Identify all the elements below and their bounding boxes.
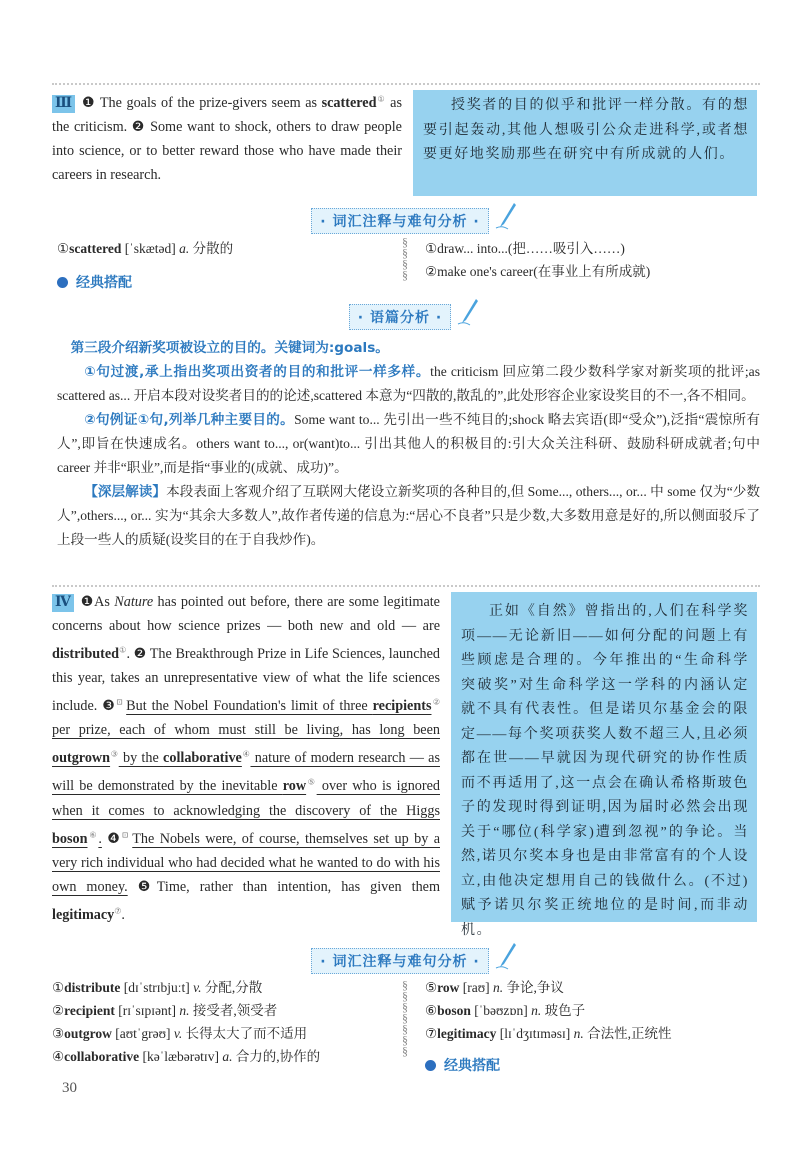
text-segment: nature of modern research — as will be demonstrated by the inevitable (52, 750, 440, 795)
text-segment: [raʊ] (459, 980, 493, 995)
analysis-paragraph (57, 360, 760, 408)
paragraph-marker: Ⅲ (52, 95, 75, 113)
page-number: 30 (62, 1080, 77, 1096)
text-segment: ③ (52, 1026, 65, 1041)
vocab-1-right (425, 237, 755, 283)
vocab-item (52, 976, 392, 999)
text-segment: per prize, each of whom must still be living, has long been (52, 722, 440, 739)
keyword: row (437, 980, 460, 995)
text-segment: Some want to shock, others to draw people into science, or to better reward those who have made their careers in research. (52, 118, 402, 184)
section-3-text (52, 95, 402, 184)
phrases-heading (425, 1055, 760, 1078)
text-segment: by the (118, 750, 164, 767)
text-segment: The goals of the prize-givers seem as (95, 94, 322, 111)
text-segment: n. (179, 1003, 190, 1018)
text-segment: [kəˈlæbərətɪv] (139, 1049, 223, 1064)
sentence-number: ❷ (133, 646, 147, 663)
footnote-marker: ④ (241, 749, 251, 759)
text-segment: 第三段介绍新奖项被设立的目的。关键词为:goals。 (70, 340, 389, 356)
footnote-marker: ⑥ (87, 829, 99, 839)
footnote-marker: ⑤ (306, 777, 317, 787)
divider (52, 83, 760, 85)
pen-icon (494, 941, 518, 971)
text-segment: 合法性,正统性 (583, 1026, 672, 1041)
text-segment: [lɪˈdʒɪtɪməsɪ] (496, 1026, 574, 1041)
text-segment: [rɪˈsɪpɪənt] (114, 1003, 180, 1018)
vocab-item (52, 999, 392, 1022)
text-segment: Time, rather than intention, has given them (156, 878, 441, 895)
text-segment: a. (179, 241, 190, 256)
bullet-icon (57, 277, 68, 288)
bullet-icon (425, 1060, 436, 1071)
section-4-translation-box (451, 592, 757, 938)
analysis-paragraph (57, 408, 760, 480)
text-segment: ① (57, 241, 70, 256)
sentence-number: ❶ (81, 94, 96, 111)
phrases-label: 经典搭配 (76, 275, 132, 291)
text-segment: ② (52, 1003, 65, 1018)
footnote-marker: ① (376, 94, 386, 103)
vocab-heading-2 (0, 948, 800, 974)
keyword: distribute (64, 980, 121, 995)
text-segment: over who is ignored when it comes to acknowledging the discovery of the Higgs (52, 778, 440, 819)
analysis-deep-reading (57, 480, 760, 552)
keyword: outgrow (64, 1026, 112, 1041)
analysis-heading (0, 304, 800, 330)
analysis-summary (57, 336, 760, 360)
vocab-2-right (425, 976, 760, 1078)
text-segment: The Nobels were, of course, themselves set up by a very rich individual who had decided what he wanted to do with his own money. (52, 830, 440, 895)
text-segment: v. (193, 980, 202, 995)
section-4-english (52, 590, 440, 927)
phrase-item: ①draw... into...(把……吸引入……) (425, 241, 625, 256)
vocab-list (425, 976, 760, 1045)
paragraph-marker: Ⅳ (52, 594, 74, 612)
text-segment: 长得太大了而不适用 (182, 1026, 308, 1041)
divider (52, 585, 760, 587)
text-segment: As (94, 594, 115, 610)
sentence-number: ❺ (137, 878, 157, 895)
text-segment: . (98, 830, 102, 847)
keyword: collaborative (64, 1049, 140, 1064)
section-3-english (52, 87, 402, 188)
footnote-marker: ③ (110, 749, 119, 759)
text-segment: 合力的,协作的 (232, 1049, 321, 1064)
text-segment: n. (531, 1003, 542, 1018)
text-segment: 分配,分散 (201, 980, 263, 995)
text-segment: ①句过渡,承上指出奖项出资者的目的和批评一样多样。 (84, 364, 431, 380)
keyword: legitimacy (52, 906, 115, 923)
footnote-marker: ⊡ (116, 697, 127, 707)
sentence-number: ❶ (79, 594, 95, 610)
sentence-number: ❷ (131, 118, 146, 135)
vocab-item (425, 1022, 760, 1045)
footnote-marker: ⊡ (121, 829, 133, 839)
text-segment: ④ (52, 1049, 65, 1064)
vocab-heading-text: · 词汇注释与难句分析 · (320, 954, 480, 970)
keyword: scattered (69, 241, 122, 256)
keyword: boson (52, 830, 88, 847)
analysis-heading-text: · 语篇分析 · (357, 310, 443, 326)
text-segment (128, 879, 138, 895)
vocab-1-left (57, 237, 387, 295)
keyword: distributed (52, 646, 120, 663)
text-segment: . (126, 646, 134, 663)
vocab-item (425, 999, 760, 1022)
text-segment: 争论,争议 (503, 980, 564, 995)
phrases-label: 经典搭配 (444, 1058, 500, 1074)
vocab-list (57, 237, 387, 260)
keyword: row (282, 778, 307, 795)
text-segment: . (121, 906, 125, 923)
text-segment: But the Nobel Foundation's limit of three (126, 698, 373, 715)
text-segment: 【深层解读】 (84, 484, 167, 500)
squiggle-divider: § § § § (402, 235, 408, 282)
text-segment: ⑦ (425, 1026, 438, 1041)
text-segment: [ˈskætəd] (121, 241, 180, 256)
phrase-item: ②make one's career(在事业上有所成就) (425, 264, 651, 279)
keyword: collaborative (163, 750, 242, 767)
vocab-item (425, 976, 760, 999)
footnote-marker: ① (119, 645, 127, 655)
analysis-body (57, 336, 760, 552)
pen-icon (456, 297, 480, 327)
vocab-item (52, 1045, 392, 1068)
footnote-marker: ⑦ (114, 906, 122, 916)
keyword: boson (437, 1003, 471, 1018)
text-segment: 接受者,领受者 (189, 1003, 278, 1018)
text-segment: ⑥ (425, 1003, 438, 1018)
text-segment: The Breakthrough Prize in Life Sciences, launched this year, takes an unrepresentative view of what the life sciences include. (52, 646, 440, 715)
text-segment: a. (222, 1049, 233, 1064)
text-segment: the criticism 回应第二段少数科学家对新奖项的批评;as scattered as... 开启本段对设奖者目的的论述,scattered 本意为“四散的,散乱的”,此处形容企业家设奖目的不一,各不相同。 (57, 364, 760, 403)
vocab-2-left (52, 976, 392, 1068)
vocab-heading-1 (0, 208, 800, 234)
text-segment: n. (573, 1026, 584, 1041)
keyword: outgrown (52, 750, 111, 767)
phrases-heading (57, 272, 387, 295)
section-4-text (52, 594, 440, 923)
text-segment: 玻色子 (541, 1003, 586, 1018)
text-segment: ②句例证①句,列举几种主要目的。 (84, 412, 295, 428)
section-3-translation-box (413, 90, 757, 196)
text-segment: ① (52, 980, 65, 995)
keyword: recipients (372, 698, 432, 715)
section-4-translation: 正如《自然》曾指出的,人们在科学奖项——无论新旧——如何分配的问题上有些顾虑是合理的。今年推出的“生命科学突破奖”对生命科学这一学科的内涵认定就不具有代表性。但是诺贝尔基金会的限定——每个奖项获奖人数不超三人,且必须都在世——早就因为现代研究的协作性质而不再适用了,这一点会在确认希格斯玻色子的发现时得到证明,因为届时必然会出现关于“哪位(科学家)遭到忽视”的争论。当然,诺贝尔奖本身也是由非常富有的个人设立,由他决定想用自己的钱做什么。(不过)赋予诺贝尔奖正统地位的是时间,而非动机。 (461, 604, 749, 938)
keyword: scattered (321, 94, 377, 111)
text-segment: n. (493, 980, 504, 995)
pen-icon (494, 201, 518, 231)
text-segment: has pointed out before, there are some legitimate concerns about how science prizes — both new and old — are (52, 594, 440, 635)
keyword: recipient (64, 1003, 115, 1018)
text-segment: Nature (114, 594, 154, 610)
sentence-number: ❹ (107, 830, 122, 847)
text-segment: [dɪˈstrɪbjuːt] (120, 980, 194, 995)
vocab-item (57, 237, 387, 260)
vocab-list (52, 976, 392, 1068)
sentence-number: ❸ (102, 698, 117, 715)
text-segment: v. (173, 1026, 183, 1041)
footnote-marker: ② (431, 697, 441, 707)
text-segment: as the criticism. (52, 94, 403, 135)
section-3-translation: 授奖者的目的似乎和批评一样分散。有的想要引起轰动,其他人想吸引公众走进科学,或者想要更好地奖励那些在研究中有所成就的人们。 (423, 98, 749, 162)
text-segment: 分散的 (189, 241, 234, 256)
text-segment: ⑤ (425, 980, 438, 995)
text-segment: [aʊtˈgrəʊ] (111, 1026, 174, 1041)
vocab-item (52, 1022, 392, 1045)
vocab-heading-text: · 词汇注释与难句分析 · (320, 214, 480, 230)
text-segment: [ˈbəʊzɒn] (470, 1003, 532, 1018)
text-segment: 本段表面上客观介绍了互联网大佬设立新奖项的各种目的,但 Some..., others..., or... 中 some 仅为“少数人”,others..., or... 实为“其余大多数人”,故作者传递的信息为:“居心不良者”只是少数,大多数用意是好的,所以侧面驳斥了上段一些人的质疑(设奖目的在于自我炒作)。 (57, 484, 761, 547)
keyword: legitimacy (437, 1026, 497, 1041)
squiggle-divider: § § § § § § § (402, 978, 408, 1058)
text-segment: Some want to... 先引出一些不纯目的;shock 略去宾语(即“受众”),泛指“震惊所有人”,即旨在快速成名。others want to..., or(want)to... 引出其他人的积极目的:引大众关注科研、鼓励科研成就者;句中 career 并非“职业”,而是指“事业的(成就、成功)”。 (57, 412, 761, 475)
